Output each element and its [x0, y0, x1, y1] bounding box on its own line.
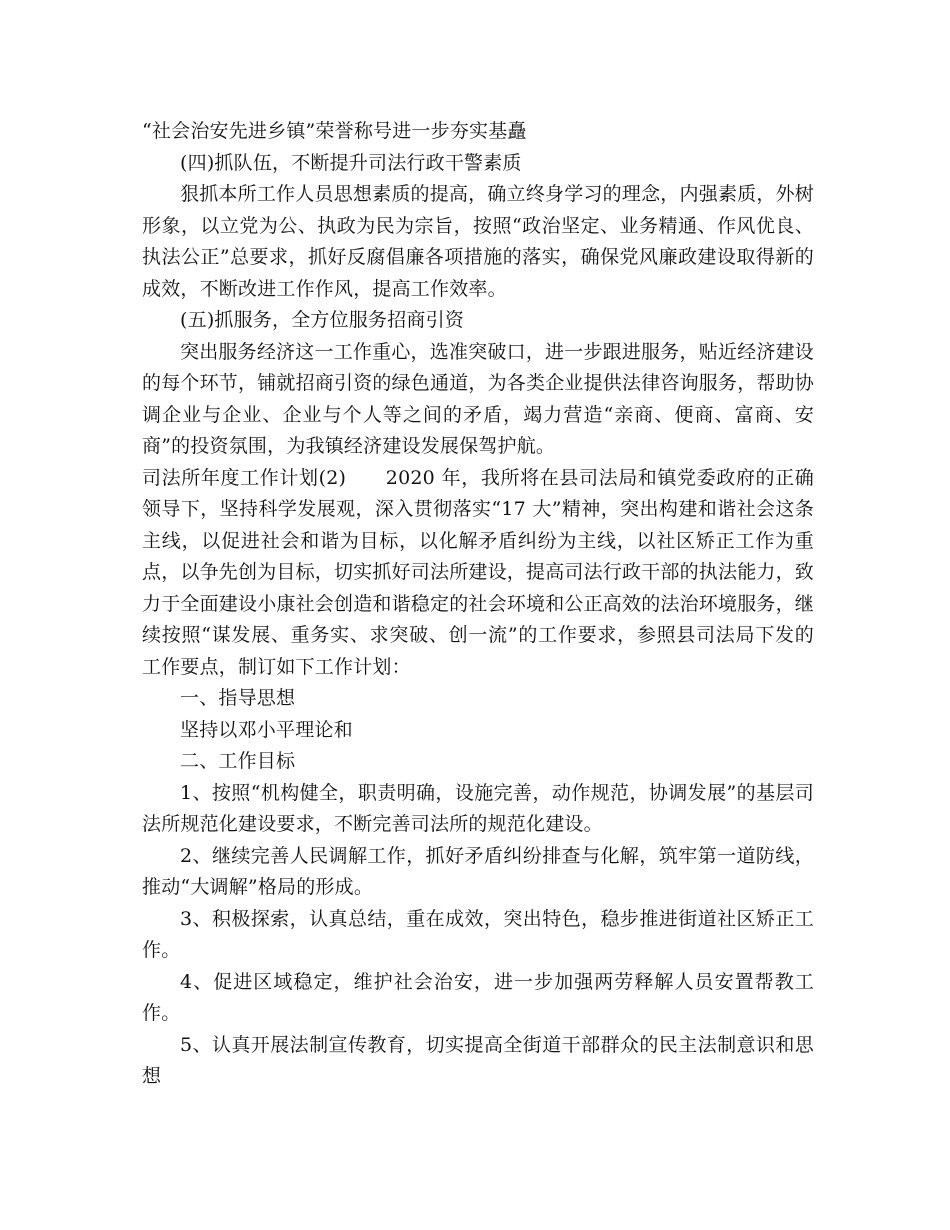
paragraph-1: “社会治安先进乡镇”荣誉称号进一步夯实基矗 — [142, 120, 527, 142]
goal-item-4: 4、促进区域稳定，维护社会治安，进一步加强两劳释解人员安置帮教工作。 — [142, 970, 814, 1024]
goal-item-5: 5、认真开展法制宣传教育，切实提高全街道干部群众的民主法制意识和思想 — [142, 1033, 814, 1087]
heading-guiding-ideology: 一、指导思想 — [180, 687, 296, 709]
paragraph-work-plan-2: 司法所年度工作计划(2) 2020 年，我所将在县司法局和镇党委政府的正确领导下，坚持科学发展观，深入贯彻落实“17 大”精神，突出构建和谐社会这条主线，以促进社会和谐为目标，以化解矛盾纠纷为主线，以社区矫正工作为重点，以争先创为目标，切实抓好司法所建设，提高司法行政干部的执法能力，致力于全面建设小康社会创造和谐稳定的社会环境和公正高效的法治环境服务，继续按照“谋发展、重务实、求突破、创一流”的工作要求，参照县司法局下发的工作要点，制订如下工作计划： — [142, 466, 815, 678]
heading-section-4: (四)抓队伍，不断提升司法行政干警素质 — [180, 151, 522, 174]
goal-item-1: 1、按照“机构健全，职责明确，设施完善，动作规范，协调发展”的基层司法所规范化建设要求，不断完善司法所的规范化建设。 — [142, 781, 814, 835]
goal-item-2: 2、继续完善人民调解工作，抓好矛盾纠纷排查与化解，筑牢第一道防线，推动“大调解”格局的形成。 — [142, 844, 814, 898]
heading-work-goals: 二、工作目标 — [180, 750, 296, 772]
paragraph-3: 狠抓本所工作人员思想素质的提高，确立终身学习的理念，内强素质，外树形象，以立党为公、执政为民为宗旨，按照“政治坚定、业务精通、作风优良、执法公正”总要求，抓好反腐倡廉各项措施的落实，确保党风廉政建设取得新的成效，不断改进工作作风，提高工作效率。 — [142, 183, 814, 300]
heading-section-5: (五)抓服务，全方位服务招商引资 — [180, 309, 465, 331]
document-body — [142, 116, 814, 1093]
paragraph-5: 突出服务经济这一工作重心，选准突破口，进一步跟进服务，贴近经济建设的每个环节，铺就招商引资的绿色通道，为各类企业提供法律咨询服务，帮助协调企业与企业、企业与个人等之间的矛盾，竭力营造“亲商、便商、富商、安商”的投资氛围，为我镇经济建设发展保驾护航。 — [142, 340, 815, 457]
paragraph-8: 坚持以邓小平理论和 — [180, 718, 353, 741]
goal-item-3: 3、积极探索，认真总结，重在成效，突出特色，稳步推进街道社区矫正工作。 — [142, 907, 814, 961]
